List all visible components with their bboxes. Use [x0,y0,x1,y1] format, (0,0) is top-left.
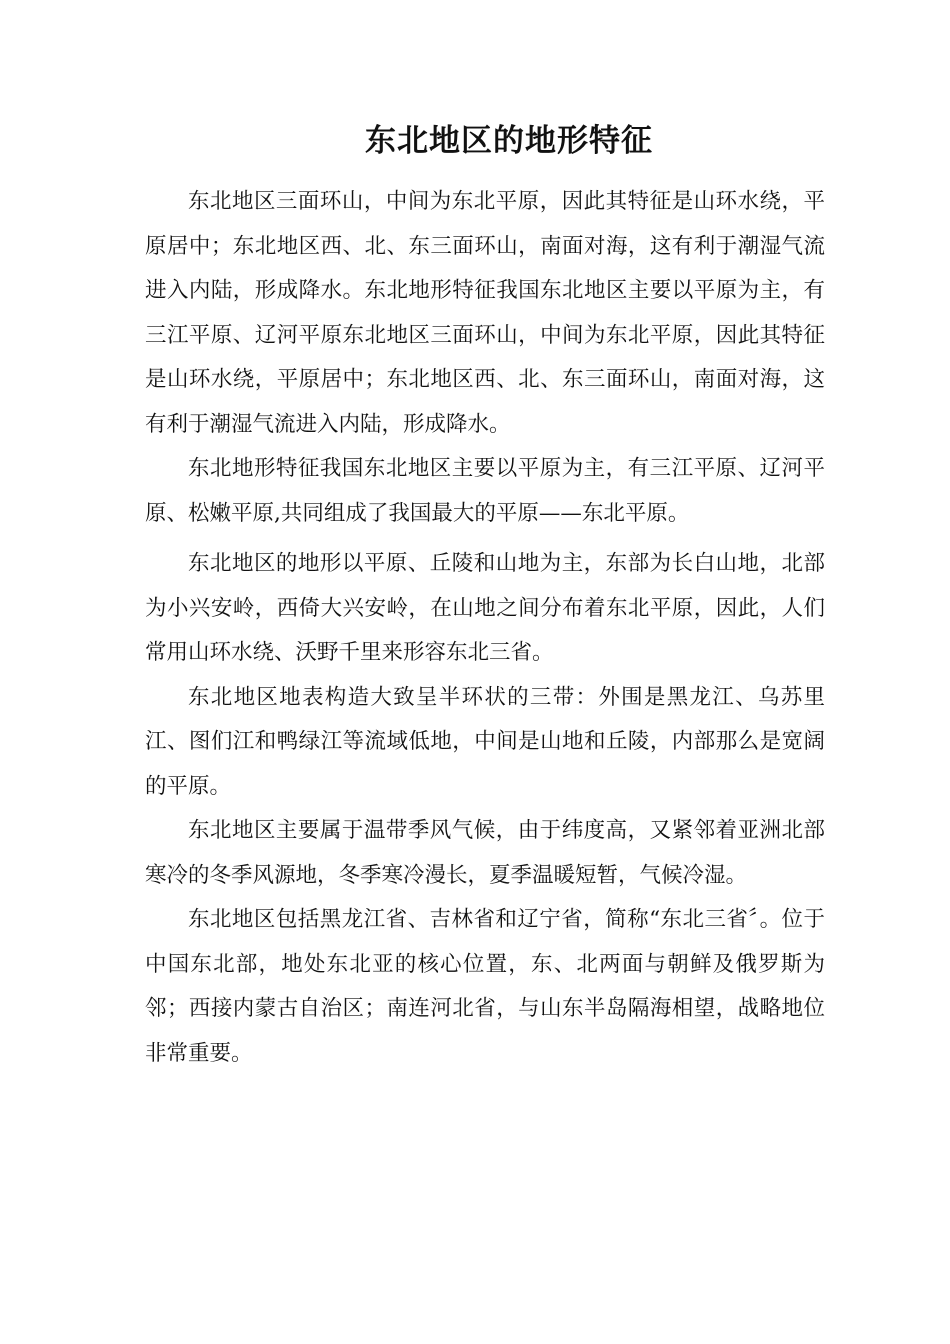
paragraph-6: 东北地区包括黑龙江省、吉林省和辽宁省，简称“东北三省〞。位于中国东北部，地处东北亚的核心位置，东、北两面与朝鲜及俄罗斯为邻；西接内蒙古自治区；南连河北省，与山东半岛隔海相望，战略地位非常重要。 [145,907,825,1066]
paragraph-3: 东北地区的地形以平原、丘陵和山地为主，东部为长白山地，北部为小兴安岭，西倚大兴安岭，在山地之间分布着东北平原，因此，人们常用山环水绕、沃野千里来形容东北三省。 [145,551,825,665]
paragraph-1: 东北地区三面环山，中间为东北平原，因此其特征是山环水绕，平原居中；东北地区西、北、东三面环山，南面对海，这有利于潮湿气流进入内陆，形成降水。东北地形特征我国东北地区主要以平原为主，有三江平原、辽河平原东北地区三面环山，中间为东北平原，因此其特征是山环水绕，平原居中；东北地区西、北、东三面环山，南面对海，这有利于潮湿气流进入内陆，形成降水。 [145,189,825,437]
paragraph-5: 东北地区主要属于温带季风气候，由于纬度高，又紧邻着亚洲北部寒冷的冬季风源地，冬季寒冷漫长，夏季温暖短暂，气候冷湿。 [145,818,825,888]
paragraph-4: 东北地区地表构造大致呈半环状的三带：外围是黑龙江、乌苏里江、图们江和鸭绿江等流域低地，中间是山地和丘陵，内部那么是宽阔的平原。 [145,684,825,799]
paragraph-2: 东北地形特征我国东北地区主要以平原为主，有三江平原、辽河平原、松嫩平原,共同组成了我国最大的平原——东北平原。 [145,456,825,526]
document-title: 东北地区的地形特征 [365,123,653,159]
document-body [145,180,825,1076]
